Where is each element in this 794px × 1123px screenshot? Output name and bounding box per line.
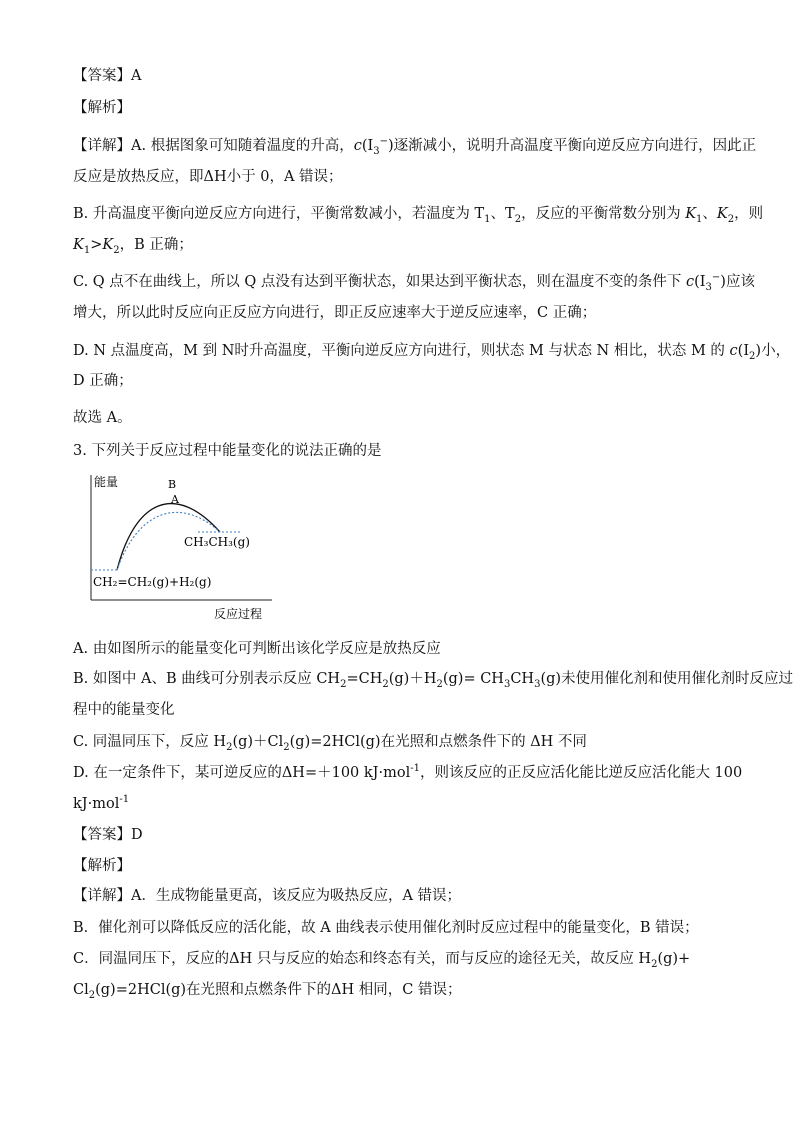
detail-c-line1: C. Q 点不在曲线上，所以 Q 点没有达到平衡状态，如果达到平衡状态，则在温度不变的条件下 $c(I_3^-)$应该 (73, 272, 755, 293)
detail-3a: 【详解】A．生成物能量更高，该反应为吸热反应，A 错误； (73, 888, 462, 904)
detail-b-line2: $K_1>K_2$，B 正确； (73, 237, 193, 256)
option-a: A. 由如图所示的能量变化可判断出该化学反应是放热反应 (73, 641, 441, 657)
answer-3-line: 【答案】D (73, 827, 143, 843)
option-c: C. 同温同压下，反应 $H_2(g)+Cl_2(g)=2HCl(g)$在光照和点燃条件下的 ΔH 不同 (73, 734, 587, 753)
question-3-stem: 3. 下列关于反应过程中能量变化的说法正确的是 (73, 443, 382, 459)
analysis-heading: 【解析】 (73, 100, 131, 116)
choose-line: 故选 A。 (73, 410, 132, 426)
detail-3c-line1: C．同温同压下，反应的ΔH 只与反应的始态和终态有关，而与反应的途径无关，故反应 $H_2(g)+$ (73, 951, 691, 970)
detail-3b: B．催化剂可以降低反应的活化能，故 A 曲线表示使用催化剂时反应过程中的能量变化，B 错误； (73, 920, 699, 936)
curve-b-label: B (168, 478, 177, 491)
energy-diagram (80, 472, 280, 624)
option-d-line2: kJ·mol$^{-1}$ (73, 794, 130, 812)
detail-a-line1: 【详解】A. 根据图象可知随着温度的升高，$c(I_3^-)$逐渐减小，说明升高温度平衡向逆反应方向进行，因此正 (73, 136, 757, 157)
detail-3c-line2: $Cl_2(g)=2HCl(g)$在光照和点燃条件下的ΔH 相同，C 错误； (73, 982, 462, 1001)
detail-c-line2: 增大，所以此时反应向正反应方向进行，即正反应速率大于逆反应速率，C 正确； (73, 305, 597, 321)
option-b-line2: 程中的能量变化 (73, 702, 175, 718)
product-label: CH₃CH₃(g) (184, 535, 250, 549)
option-b-line1: B. 如图中 A、B 曲线可分别表示反应 $CH_2=CH_2(g)+H_2(g)= CH_3CH_3(g)$未使用催化剂和使用催化剂时反应过 (73, 671, 794, 690)
reactant-label: CH₂=CH₂(g)+H₂(g) (93, 575, 212, 589)
answer-line: 【答案】A (73, 68, 142, 84)
y-axis-label: 能量 (94, 475, 119, 489)
detail-d-line2: D 正确； (73, 373, 133, 389)
option-d-line1: D. 在一定条件下，某可逆反应的ΔH=＋100 kJ·mol$^{-1}$，则该反应的正反应活化能比逆反应活化能大 100 (73, 763, 743, 781)
detail-d-line1: D. N 点温度高，M 到 N时升高温度，平衡向逆反应方向进行，则状态 M 与状态 N 相比，状态 M 的 $c(I_2)$小， (73, 343, 791, 362)
x-axis-label: 反应过程 (214, 607, 263, 621)
analysis-3-heading: 【解析】 (73, 858, 131, 874)
curve-a-label: A (171, 493, 179, 506)
detail-b-line1: B. 升高温度平衡向逆反应方向进行，平衡常数减小，若温度为 $T_1$、$T_2$，反应的平衡常数分别为 $K_1$、$K_2$，则 (73, 206, 764, 225)
detail-a-line2: 反应是放热反应，即ΔH小于 0，A 错误； (73, 169, 343, 185)
